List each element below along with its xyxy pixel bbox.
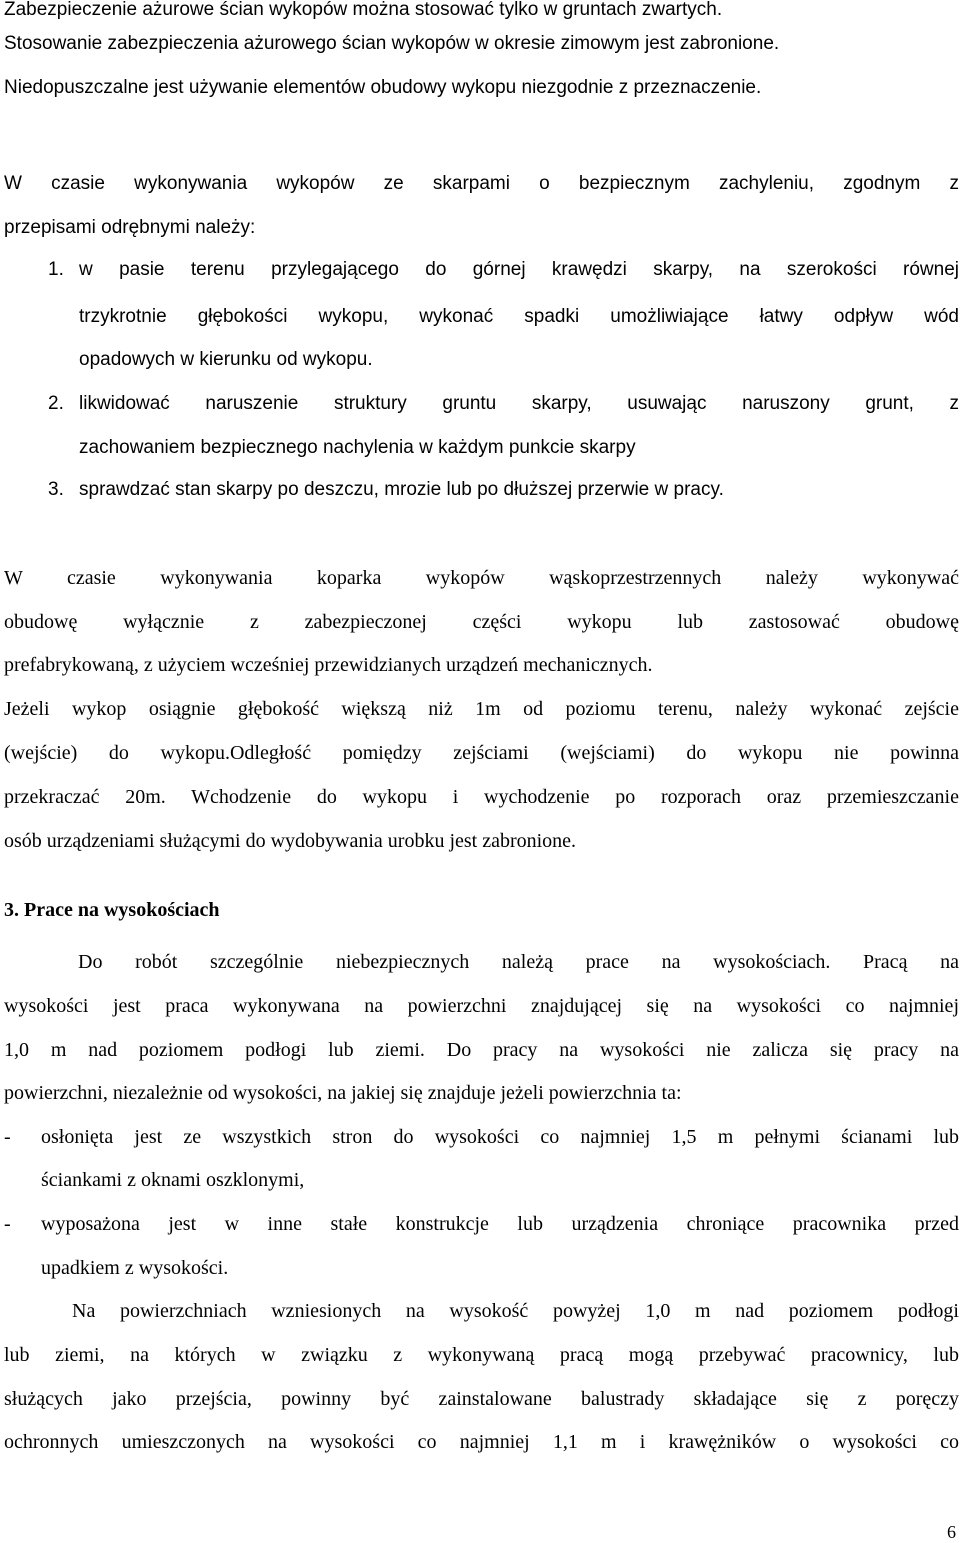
- intro-line-2: Stosowanie zabezpieczenia ażurowego ścian wykopów w okresie zimowym jest zabronione.: [4, 33, 780, 54]
- height-list-item-2-line-2: upadkiem z wysokości.: [41, 1257, 229, 1279]
- slope-intro-line-1: W czasie wykonywania wykopów ze skarpami o bezpiecznym zachyleniu, zgodnym z: [4, 173, 959, 194]
- excavator-line-1: W czasie wykonywania koparka wykopów wąskoprzestrzennych należy wykonywać: [4, 567, 959, 589]
- height-list-item-2-line-1: wyposażona jest w inne stałe konstrukcje lub urządzenia chroniące pracownika przed: [41, 1213, 959, 1235]
- slope-list-item-1-line-3: opadowych w kierunku od wykopu.: [79, 349, 373, 370]
- slope-list-item-2-line-2: zachowaniem bezpiecznego nachylenia w każdym punkcie skarpy: [79, 437, 636, 458]
- intro-line-1: Zabezpieczenie ażurowe ścian wykopów można stosować tylko w gruntach zwartych.: [4, 0, 723, 20]
- slope-list-item-2-line-1: likwidować naruszenie struktury gruntu skarpy, usuwając naruszony grunt, z: [79, 393, 959, 414]
- height-list-bullet-2: -: [4, 1213, 11, 1235]
- slope-list-item-1-line-2: trzykrotnie głębokości wykopu, wykonać spadki umożliwiające łatwy odpływ wód: [79, 306, 959, 327]
- depth-line-3: przekraczać 20m. Wchodzenie do wykopu i wychodzenie po rozporach oraz przemieszczanie: [4, 786, 959, 808]
- excavator-line-2: obudowę wyłącznie z zabezpieczonej części wykopu lub zastosować obudowę: [4, 611, 959, 633]
- height-line-1: Do robót szczególnie niebezpiecznych należą prace na wysokościach. Pracą na: [78, 951, 959, 973]
- elevated-line-3: służących jako przejścia, powinny być zainstalowane balustrady składające się z poręczy: [4, 1388, 959, 1410]
- height-list-item-1-line-1: osłonięta jest ze wszystkich stron do wysokości co najmniej 1,5 m pełnymi ścianami lub: [41, 1126, 959, 1148]
- depth-line-2: (wejście) do wykopu.Odległość pomiędzy zejściami (wejściami) do wykopu nie powinna: [4, 742, 959, 764]
- slope-intro-line-2: przepisami odrębnymi należy:: [4, 217, 256, 238]
- slope-list-item-3-line-1: sprawdzać stan skarpy po deszczu, mrozie lub po dłuższej przerwie w pracy.: [79, 479, 724, 500]
- slope-list-item-1-line-1: w pasie terenu przylegającego do górnej krawędzi skarpy, na szerokości równej: [79, 259, 959, 280]
- intro-line-3: Niedopuszczalne jest używanie elementów obudowy wykopu niezgodnie z przeznaczenie.: [4, 77, 762, 98]
- height-line-4: powierzchni, niezależnie od wysokości, na jakiej się znajduje jeżeli powierzchnia ta:: [4, 1082, 682, 1104]
- section-heading: 3. Prace na wysokościach: [4, 899, 220, 921]
- page-number: 6: [947, 1522, 956, 1542]
- slope-list-number-3: 3.: [48, 479, 64, 500]
- elevated-line-4: ochronnych umieszczonych na wysokości co najmniej 1,1 m i krawężników o wysokości co: [4, 1431, 959, 1453]
- depth-line-4: osób urządzeniami służącymi do wydobywania urobku jest zabronione.: [4, 830, 577, 852]
- slope-list-number-2: 2.: [48, 393, 64, 414]
- height-list-item-1-line-2: ściankami z oknami oszklonymi,: [41, 1169, 305, 1191]
- elevated-line-2: lub ziemi, na których w związku z wykonywaną pracą mogą przebywać pracownicy, lub: [4, 1344, 959, 1366]
- document-page: [4, 0, 959, 1543]
- height-line-2: wysokości jest praca wykonywana na powierzchni znajdującej się na wysokości co najmniej: [4, 995, 959, 1017]
- excavator-line-3: prefabrykowaną, z użyciem wcześniej przewidzianych urządzeń mechanicznych.: [4, 654, 653, 676]
- height-line-3: 1,0 m nad poziomem podłogi lub ziemi. Do pracy na wysokości nie zalicza się pracy na: [4, 1039, 959, 1061]
- elevated-line-1: Na powierzchniach wzniesionych na wysokość powyżej 1,0 m nad poziomem podłogi: [72, 1300, 959, 1322]
- height-list-bullet-1: -: [4, 1126, 11, 1148]
- depth-line-1: Jeżeli wykop osiągnie głębokość większą niż 1m od poziomu terenu, należy wykonać zejście: [4, 698, 959, 720]
- slope-list-number-1: 1.: [48, 259, 64, 280]
